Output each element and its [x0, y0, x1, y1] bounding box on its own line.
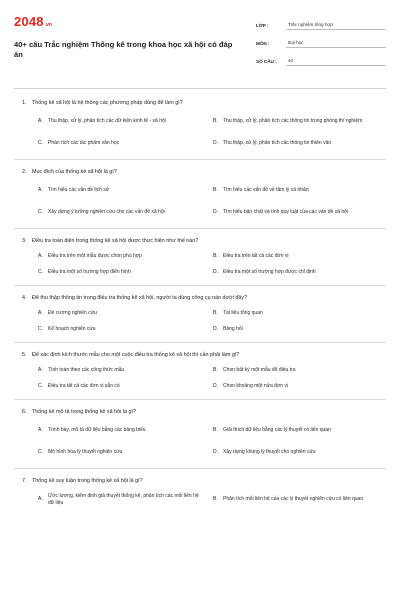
- option-text: Xây dựng ý tưởng nghiên cứu cho các vấn đề xã hội: [48, 209, 165, 216]
- option-text: Phân tích mối liên hệ của các lý thuyết nghiên cứu có liên quan: [223, 496, 364, 503]
- question-stem: [22, 235, 386, 249]
- answer-option[interactable]: [38, 111, 207, 133]
- question-stem: [22, 97, 386, 111]
- answer-option[interactable]: [213, 133, 382, 155]
- meta-label: SỐ CÂU :: [256, 59, 277, 64]
- question-divider: [14, 399, 386, 400]
- answer-options: [38, 489, 382, 511]
- question-stem: [22, 349, 386, 363]
- option-letter: A.: [38, 367, 43, 374]
- question-item: [14, 166, 386, 229]
- logo-text: 2048: [14, 14, 44, 29]
- answer-option[interactable]: [38, 180, 207, 202]
- option-letter: D.: [213, 269, 218, 276]
- answer-option[interactable]: [38, 133, 207, 155]
- question-item: [14, 97, 386, 160]
- answer-option[interactable]: [38, 420, 207, 442]
- question-stem: [22, 166, 386, 180]
- option-letter: C.: [38, 209, 43, 216]
- answer-option[interactable]: [38, 322, 207, 338]
- question-text: Để thu thập thông tin trong điều tra thống kê xã hội, người ta dùng công cụ nào dưới đây?: [32, 295, 248, 301]
- option-letter: D.: [213, 383, 218, 390]
- option-text: Giải thích dữ liệu bằng các lý thuyết có liên quan: [223, 427, 331, 434]
- meta-row-count: [256, 52, 386, 66]
- answer-options: [38, 111, 382, 155]
- meta-value: 40: [286, 58, 386, 66]
- answer-options: [38, 249, 382, 281]
- option-text: Tài liệu tổng quan: [223, 310, 263, 317]
- answer-option[interactable]: [38, 489, 207, 511]
- option-text: Chọn khoảng một nửa đơn vị: [223, 383, 288, 390]
- option-letter: A.: [38, 496, 43, 503]
- option-letter: D.: [213, 140, 218, 147]
- answer-option[interactable]: [213, 306, 382, 322]
- option-letter: C.: [38, 269, 43, 276]
- option-text: Trình bày, mô tả dữ liệu bằng các bảng biểu: [48, 427, 146, 434]
- option-letter: A.: [38, 187, 43, 194]
- meta-row-class: [256, 16, 386, 30]
- question-item: [14, 292, 386, 343]
- question-stem: [22, 406, 386, 420]
- question-divider: [14, 228, 386, 229]
- answer-option[interactable]: [213, 265, 382, 281]
- answer-option[interactable]: [213, 111, 382, 133]
- option-letter: A.: [38, 118, 43, 125]
- meta-label: LỚP :: [256, 23, 269, 28]
- option-text: Tính toán theo các công thức mẫu: [48, 367, 125, 374]
- question-list: [14, 97, 386, 511]
- option-text: Tìm hiểu bản chất và tính quy luật của các vấn đề xã hội: [223, 209, 349, 216]
- option-text: Thu thập, xử lý, phân tích các thông tin trong phòng thí nghiệm: [223, 118, 363, 125]
- option-letter: B.: [213, 310, 218, 317]
- option-letter: A.: [38, 427, 43, 434]
- answer-option[interactable]: [213, 420, 382, 442]
- answer-option[interactable]: [213, 249, 382, 265]
- option-text: Bảng hỏi: [223, 326, 243, 333]
- answer-option[interactable]: [213, 379, 382, 395]
- answer-option[interactable]: [213, 180, 382, 202]
- answer-option[interactable]: [213, 442, 382, 464]
- option-letter: A.: [38, 253, 43, 260]
- option-text: Tìm hiểu các vấn đề lịch sử: [48, 187, 110, 194]
- question-divider: [14, 342, 386, 343]
- question-number: 1.: [22, 100, 27, 106]
- option-text: Điều tra một số trường hợp điển hình: [48, 269, 131, 276]
- meta-value: Trắc nghiệm tổng hợp: [286, 22, 386, 30]
- option-text: Đề cương nghiên cứu: [48, 310, 97, 317]
- option-letter: D.: [213, 209, 218, 216]
- option-text: Điều tra một số trường hợp được chỉ định: [223, 269, 316, 276]
- question-text: Thống kê suy luận trong thống kê xã hội là gì?: [32, 478, 143, 484]
- answer-option[interactable]: [213, 202, 382, 224]
- answer-options: [38, 363, 382, 395]
- answer-options: [38, 306, 382, 338]
- question-number: 6.: [22, 409, 27, 415]
- option-letter: B.: [213, 253, 218, 260]
- question-text: Để xác định kích thước mẫu cho một cuộc điều tra thống kê xã hội thì cần phải làm gì?: [32, 352, 240, 358]
- answer-option[interactable]: [38, 379, 207, 395]
- header-divider: [14, 88, 386, 89]
- answer-option[interactable]: [38, 363, 207, 379]
- question-item: [14, 235, 386, 286]
- meta-row-subject: [256, 34, 386, 48]
- meta-value: Đại học: [286, 40, 386, 48]
- option-letter: C.: [38, 140, 43, 147]
- option-text: Kế hoạch nghiên cứu: [48, 326, 96, 333]
- question-text: Điều tra toàn diện trong thống kê xã hội được thực hiện như thế nào?: [32, 238, 199, 244]
- option-letter: B.: [213, 427, 218, 434]
- question-text: Thống kê mô tả trong thống kê xã hội là gì?: [32, 409, 136, 415]
- question-item: [14, 349, 386, 400]
- answer-option[interactable]: [38, 202, 207, 224]
- option-letter: C.: [38, 326, 43, 333]
- question-number: 7.: [22, 478, 27, 484]
- header-left: [14, 14, 234, 60]
- answer-option[interactable]: [38, 249, 207, 265]
- question-stem: [22, 475, 386, 489]
- answer-options: [38, 180, 382, 224]
- option-letter: B.: [213, 496, 218, 503]
- option-text: Điều tra trên một mẫu được chọn phù hợp: [48, 253, 142, 260]
- document-title: 40+ câu Trắc nghiệm Thống kê trong khoa học xã hội có đáp án: [14, 40, 233, 59]
- option-text: Tìm hiểu các vấn đề về tâm lý cá nhân: [223, 187, 309, 194]
- question-number: 5.: [22, 352, 27, 358]
- question-text: Mục đích của thống kê xã hội là gì?: [32, 169, 117, 175]
- document-meta: [256, 16, 386, 70]
- site-logo[interactable]: [14, 14, 234, 32]
- logo-suffix: .vn: [44, 22, 52, 28]
- option-letter: D.: [213, 326, 218, 333]
- document-header: [14, 14, 386, 84]
- option-letter: C.: [38, 449, 43, 456]
- answer-option[interactable]: [38, 265, 207, 281]
- question-number: 4.: [22, 295, 27, 301]
- meta-label: MÔN :: [256, 41, 270, 46]
- question-divider: [14, 285, 386, 286]
- option-text: Xây dựng khung lý thuyết cho nghiên cứu: [223, 449, 316, 456]
- option-text: Điều tra tất cả các đơn vị sẵn có: [48, 383, 120, 390]
- option-text: Thu thập, xử lý, phân tích các thông tin thiên văn: [223, 140, 332, 147]
- answer-option[interactable]: [38, 442, 207, 464]
- option-text: Điều tra trên tất cả các đơn vị: [223, 253, 289, 260]
- option-text: Thu thập, xử lý, phân tích các dữ kiện kinh tế - xã hội: [48, 118, 166, 125]
- option-letter: B.: [213, 118, 218, 125]
- question-divider: [14, 468, 386, 469]
- question-item: [14, 406, 386, 469]
- option-text: Mô hình hóa lý thuyết nghiên cứu: [48, 449, 123, 456]
- question-item: [14, 475, 386, 511]
- question-divider: [14, 159, 386, 160]
- option-letter: B.: [213, 187, 218, 194]
- question-text: Thống kê xã hội là hệ thống các phương pháp dùng để làm gì?: [32, 100, 183, 106]
- answer-option[interactable]: [213, 489, 382, 511]
- option-letter: A.: [38, 310, 43, 317]
- answer-options: [38, 420, 382, 464]
- option-letter: B.: [213, 367, 218, 374]
- option-text: Ước lượng, kiểm định giả thuyết thống kê, phân tích các mối liên hệ dữ liệu: [48, 492, 199, 506]
- option-text: Phân tích các tác phẩm văn học: [48, 140, 120, 147]
- answer-option[interactable]: [213, 322, 382, 338]
- answer-option[interactable]: [38, 306, 207, 322]
- question-stem: [22, 292, 386, 306]
- answer-option[interactable]: [213, 363, 382, 379]
- question-number: 2.: [22, 169, 27, 175]
- option-text: Chọn bất kỳ một mẫu để điều tra: [223, 367, 296, 374]
- option-letter: C.: [38, 383, 43, 390]
- question-number: 3.: [22, 238, 27, 244]
- option-letter: D.: [213, 449, 218, 456]
